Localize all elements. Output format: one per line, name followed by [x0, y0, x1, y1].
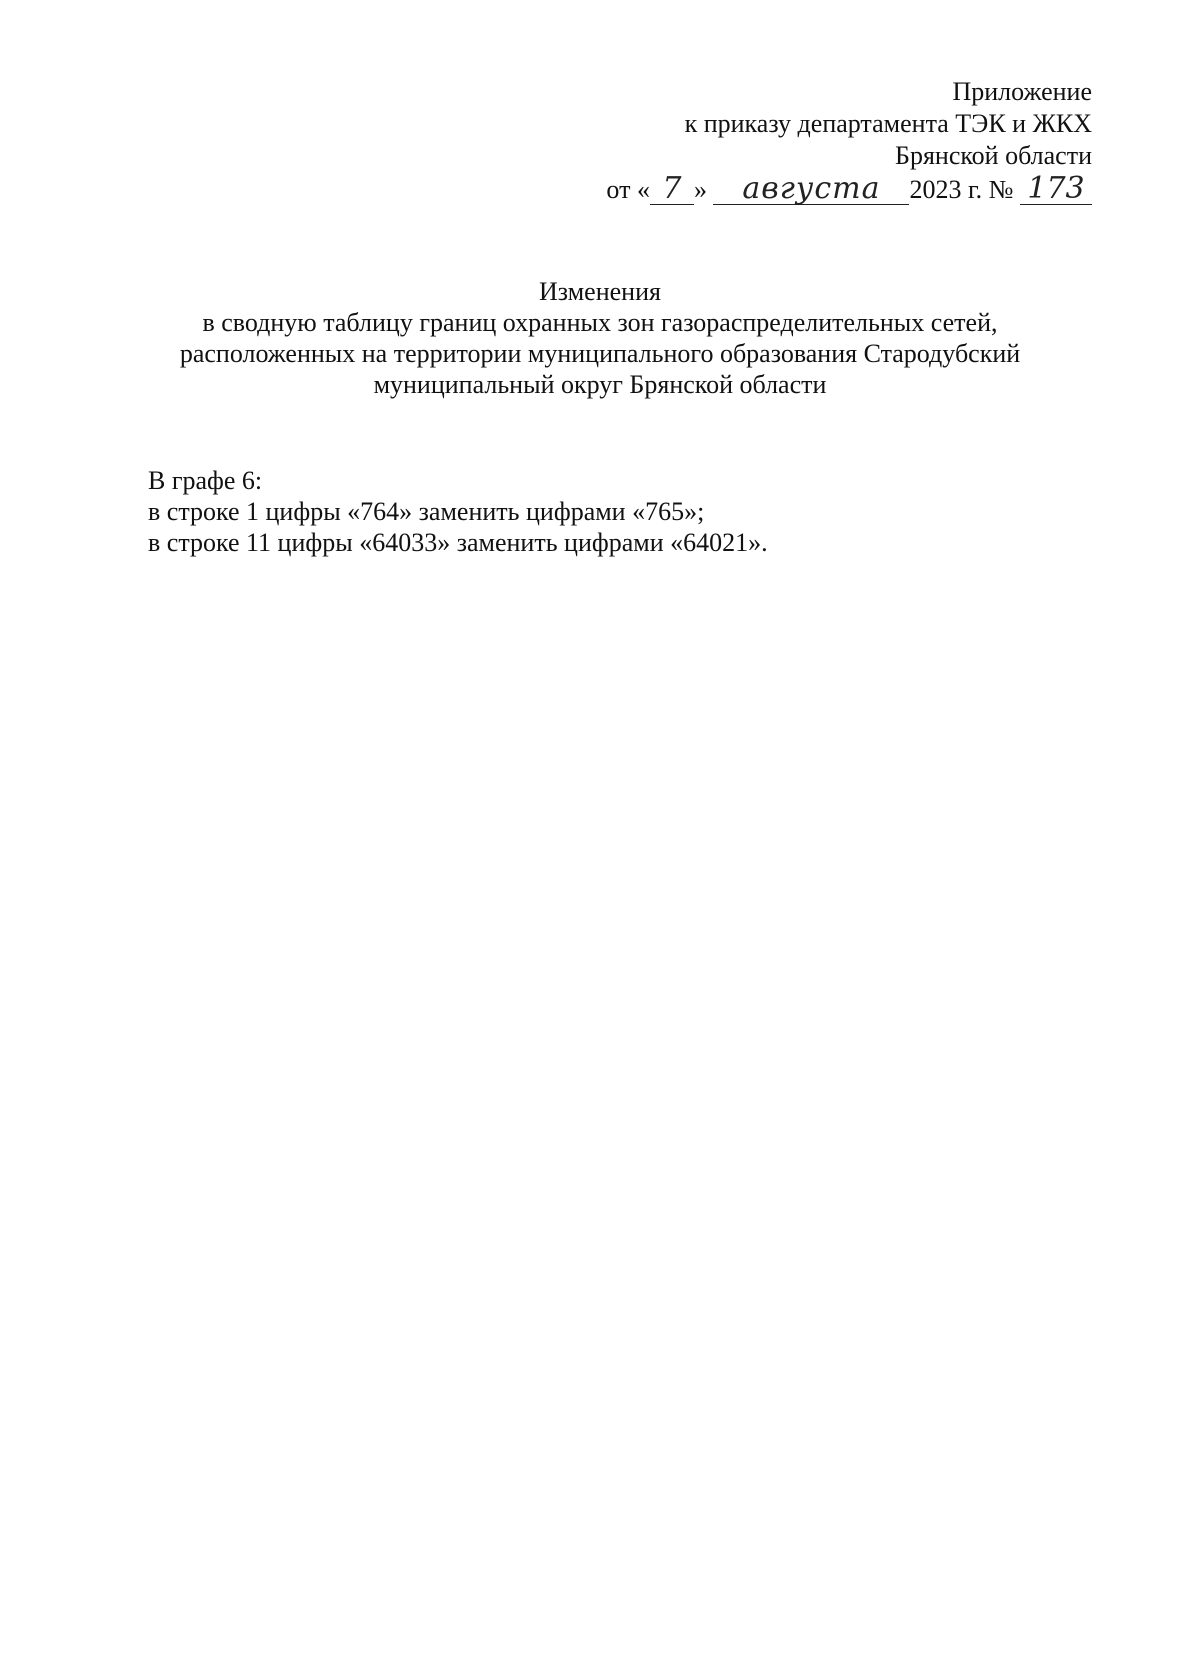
body-item-2: в строке 11 цифры «64033» заменить цифрами «64021». [148, 528, 768, 557]
handwritten-day: 7 [650, 174, 694, 205]
date-mid: » [693, 175, 707, 204]
appendix-region: Брянской области [895, 141, 1092, 170]
heading-line-1: в сводную таблицу границ охранных зон газораспределительных сетей, [202, 308, 998, 337]
year-text: 2023 г. № [909, 175, 1014, 204]
body-intro: В графе 6: [148, 466, 263, 495]
order-date-line [606, 171, 1092, 206]
handwritten-order-number: 173 [1020, 174, 1092, 205]
appendix-subtitle: к приказу департамента ТЭК и ЖКХ [684, 109, 1092, 138]
handwritten-month: августа [713, 174, 909, 205]
body-item-1: в строке 1 цифры «764» заменить цифрами «765»; [148, 497, 705, 526]
appendix-title: Приложение [952, 77, 1092, 106]
document-body [148, 465, 768, 558]
heading-line-2: расположенных на территории муниципального образования Стародубский [179, 339, 1021, 368]
document-heading [0, 276, 1200, 400]
heading-line-3: муниципальный округ Брянской области [373, 370, 827, 399]
appendix-block [606, 76, 1092, 206]
heading-title: Изменения [539, 277, 661, 306]
date-prefix: от « [606, 175, 650, 204]
